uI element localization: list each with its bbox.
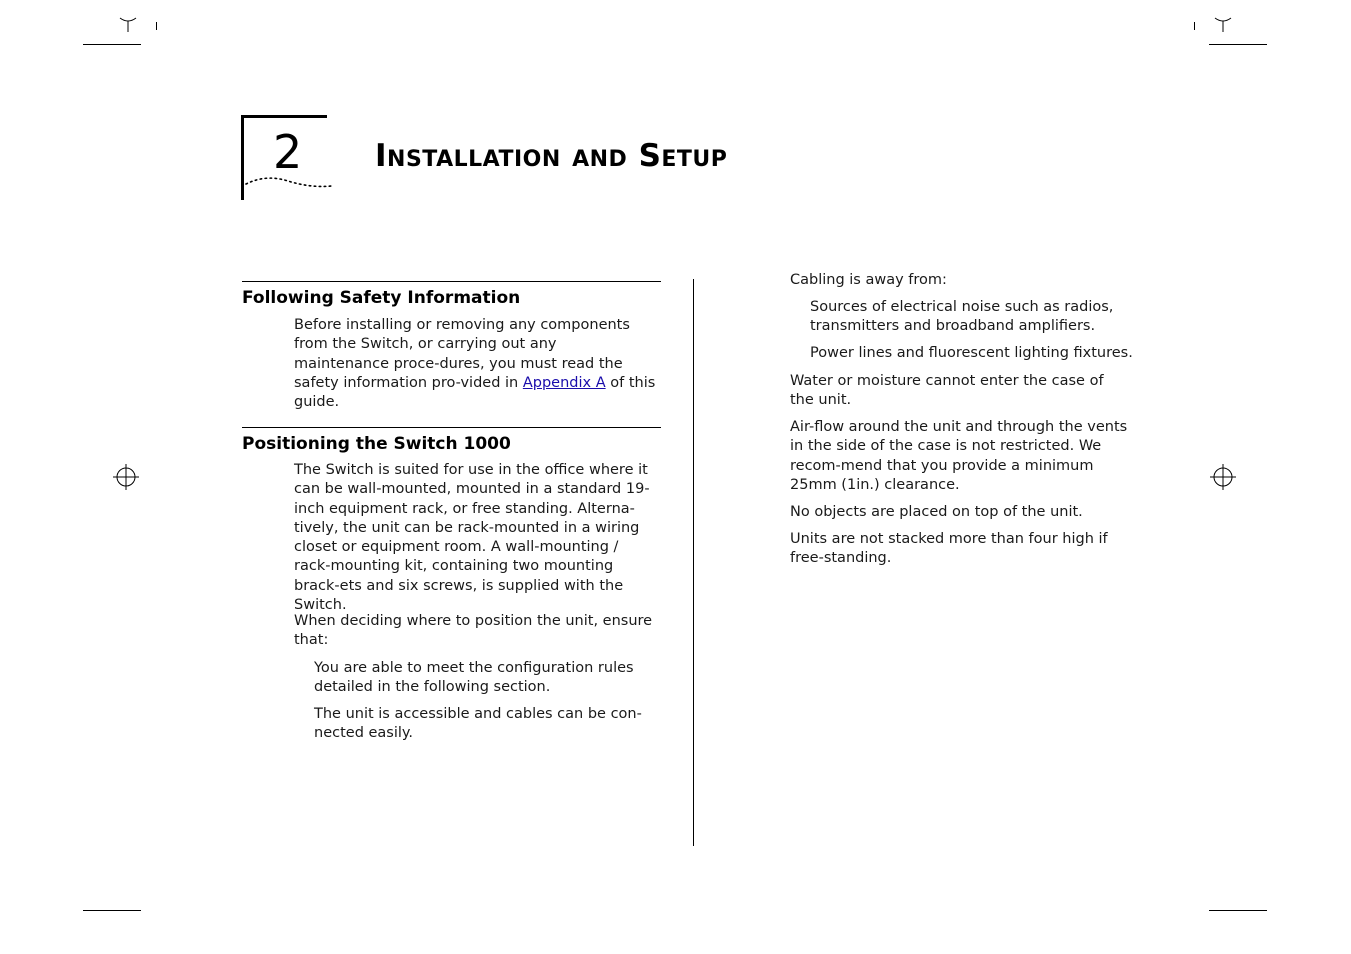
registration-mark-top-left-icon [115,12,141,38]
safety-paragraph [294,316,656,412]
positioning-criteria-intro: When deciding where to position the unit, ensure that: [294,613,653,649]
list-item: Units are not stacked more than four high if free-standing. [790,531,1108,567]
column-divider [693,279,694,846]
crop-mark-bottom-left-h [83,910,141,911]
crop-mark-top-right-h [1209,44,1267,45]
crop-mark-top-left-v [156,22,157,30]
list-item: Sources of electrical noise such as radios, transmitters and broadband amplifiers. [810,299,1114,335]
cabling-intro: Cabling is away from: [790,272,947,288]
safety-text-start: Before installing or removing any components from the Switch, or carrying out any maintenance proce-dures, you must read the safety information pro-vided in [294,317,630,391]
list-item: Power lines and fluorescent lighting fixtures. [810,345,1133,361]
dotted-wave-ornament-icon [244,172,334,192]
list-item: The unit is accessible and cables can be con-nected easily. [314,706,642,742]
section-rule [242,281,661,282]
list-item: No objects are placed on top of the unit. [790,504,1083,520]
registration-mark-left-icon [113,464,139,490]
crop-mark-bottom-right-h [1209,910,1267,911]
section-heading-safety: Following Safety Information [242,288,521,308]
section-heading-positioning: Positioning the Switch 1000 [242,434,511,454]
positioning-paragraph: The Switch is suited for use in the office where it can be wall-mounted, mounted in a standard 19-inch equipment rack, or free standing. Alterna-tively, the unit can be rack-mounted in a wiring closet or equipment room. A wall-mounting / rack-mounting kit, containing two mounting brack-ets and six screws, is supplied with the Switch. [294,462,650,614]
list-item: You are able to meet the configuration rules detailed in the following section. [314,660,634,696]
safety-text-end: of this guide. [294,374,656,411]
list-item: Water or moisture cannot enter the case of the unit. [790,373,1104,409]
chapter-title: Installation and Setup [375,138,728,174]
crop-mark-top-left-h [83,44,141,45]
chapter-number: 2 [273,125,303,179]
section-rule [242,427,661,428]
appendix-a-link[interactable]: Appendix A [522,374,606,391]
registration-mark-right-icon [1210,464,1236,490]
list-item: Air-flow around the unit and through the vents in the side of the case is not restricted. We recom-mend that you provide a minimum 25mm (1in.) clearance. [790,419,1128,493]
crop-mark-top-right-v [1194,22,1195,30]
registration-mark-top-right-icon [1210,12,1236,38]
